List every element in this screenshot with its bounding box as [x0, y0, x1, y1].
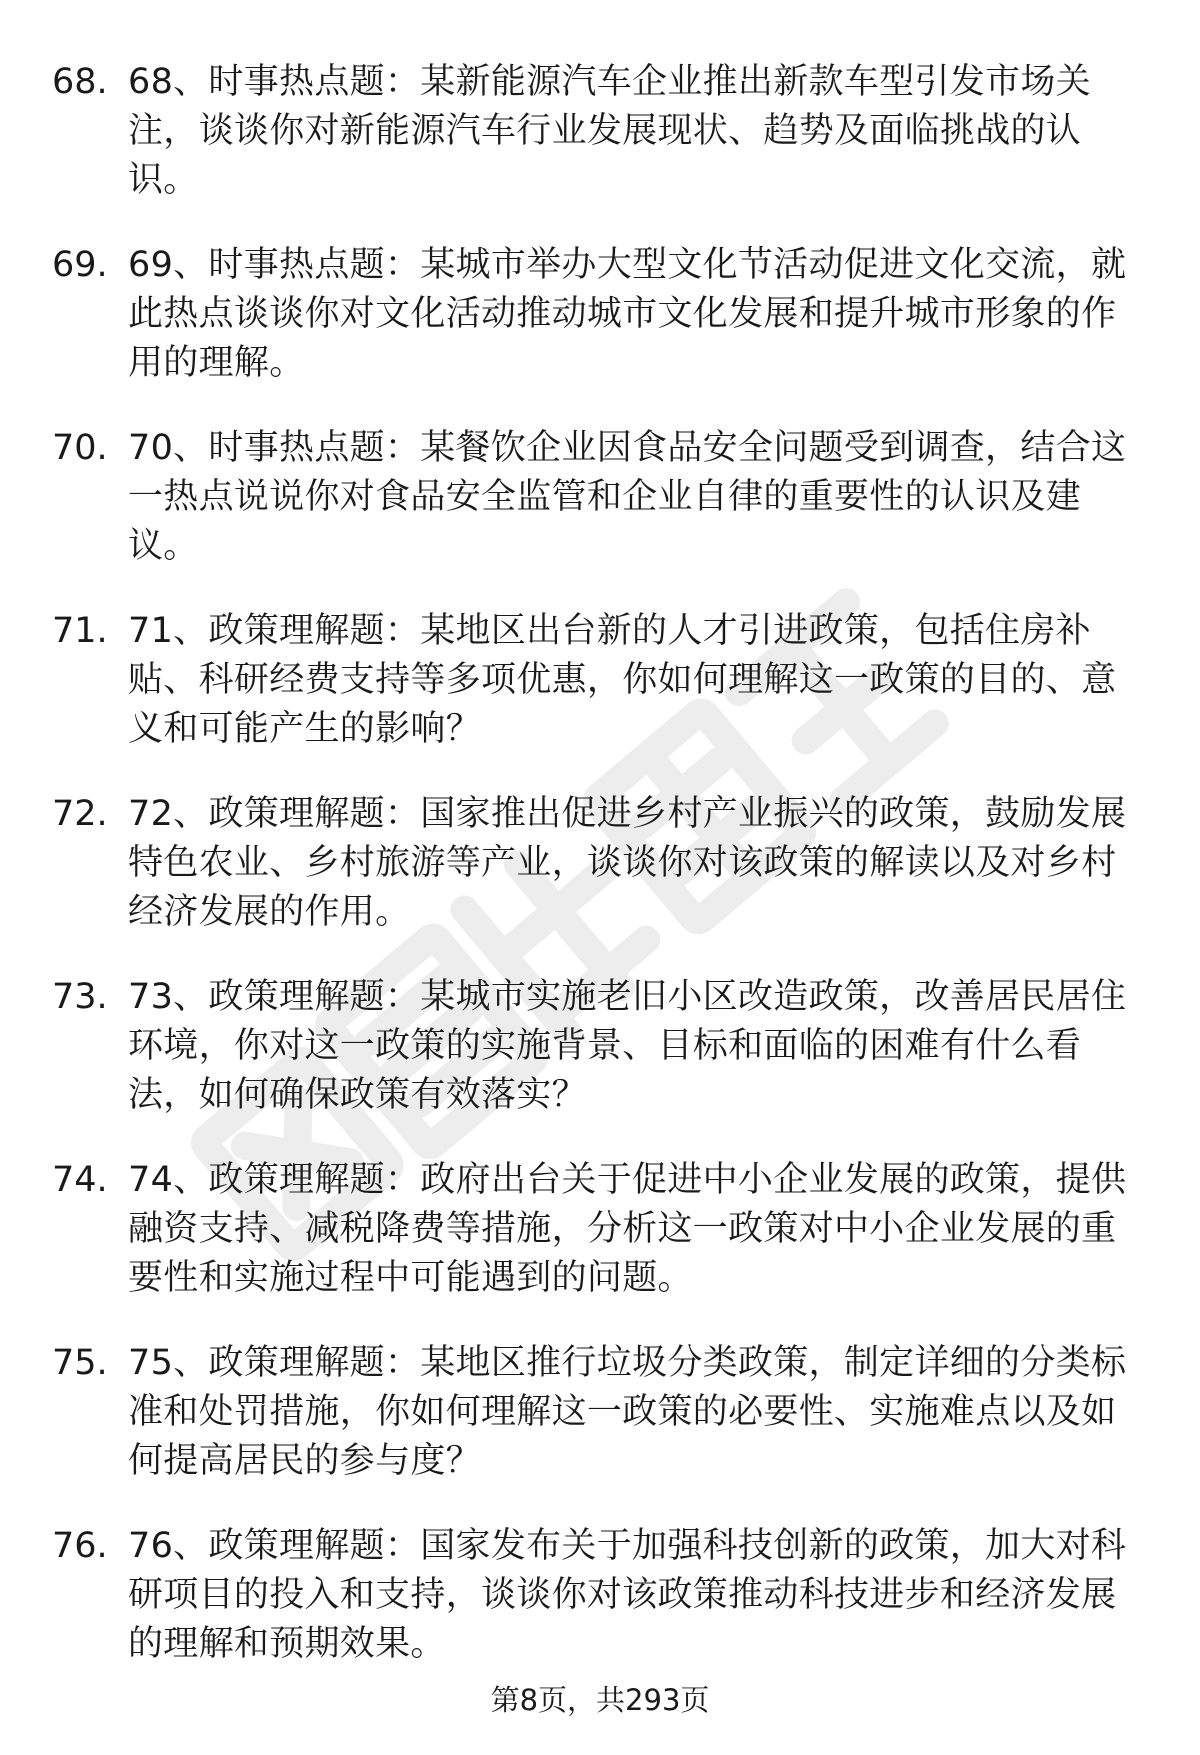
question-number: 70.	[52, 428, 108, 468]
page-number-label: 第8页，共293页	[490, 1683, 710, 1717]
list-item	[0, 607, 1200, 790]
question-number: 75.	[52, 1343, 108, 1383]
question-number: 72.	[52, 794, 108, 834]
page-footer	[0, 1680, 1200, 1720]
question-number: 71.	[52, 611, 108, 651]
question-list	[0, 58, 1200, 1705]
list-item	[0, 241, 1200, 424]
question-text: 74、政策理解题：政府出台关于促进中小企业发展的政策，提供融资支持、减税降费等措施，分析这一政策对中小企业发展的重要性和实施过程中可能遇到的问题。	[128, 1160, 1127, 1298]
list-item	[0, 1156, 1200, 1339]
question-number: 69.	[52, 245, 108, 285]
list-item	[0, 1339, 1200, 1522]
question-text: 75、政策理解题：某地区推行垃圾分类政策，制定详细的分类标准和处罚措施，你如何理解这一政策的必要性、实施难点以及如何提高居民的参与度？	[128, 1343, 1127, 1481]
list-item	[0, 790, 1200, 973]
question-number: 76.	[52, 1526, 108, 1566]
question-text: 76、政策理解题：国家发布关于加强科技创新的政策，加大对科研项目的投入和支持，谈谈你对该政策推动科技进步和经济发展的理解和预期效果。	[128, 1526, 1127, 1664]
question-text: 72、政策理解题：国家推出促进乡村产业振兴的政策，鼓励发展特色农业、乡村旅游等产业，谈谈你对该政策的解读以及对乡村经济发展的作用。	[128, 794, 1127, 932]
question-text: 69、时事热点题：某城市举办大型文化节活动促进文化交流，就此热点谈谈你对文化活动推动城市文化发展和提升城市形象的作用的理解。	[128, 245, 1127, 383]
list-item	[0, 973, 1200, 1156]
question-text: 71、政策理解题：某地区出台新的人才引进政策，包括住房补贴、科研经费支持等多项优惠，你如何理解这一政策的目的、意义和可能产生的影响？	[128, 611, 1117, 749]
question-number: 73.	[52, 977, 108, 1017]
question-text: 68、时事热点题：某新能源汽车企业推出新款车型引发市场关注，谈谈你对新能源汽车行业发展现状、趋势及面临挑战的认识。	[128, 62, 1091, 200]
list-item	[0, 58, 1200, 241]
list-item	[0, 1522, 1200, 1705]
list-item	[0, 424, 1200, 607]
question-number: 68.	[52, 62, 108, 102]
question-text: 73、政策理解题：某城市实施老旧小区改造政策，改善居民居住环境，你对这一政策的实施背景、目标和面临的困难有什么看法，如何确保政策有效落实？	[128, 977, 1127, 1115]
question-number: 74.	[52, 1160, 108, 1200]
question-text: 70、时事热点题：某餐饮企业因食品安全问题受到调查，结合这一热点说说你对食品安全监管和企业自律的重要性的认识及建议。	[128, 428, 1127, 566]
